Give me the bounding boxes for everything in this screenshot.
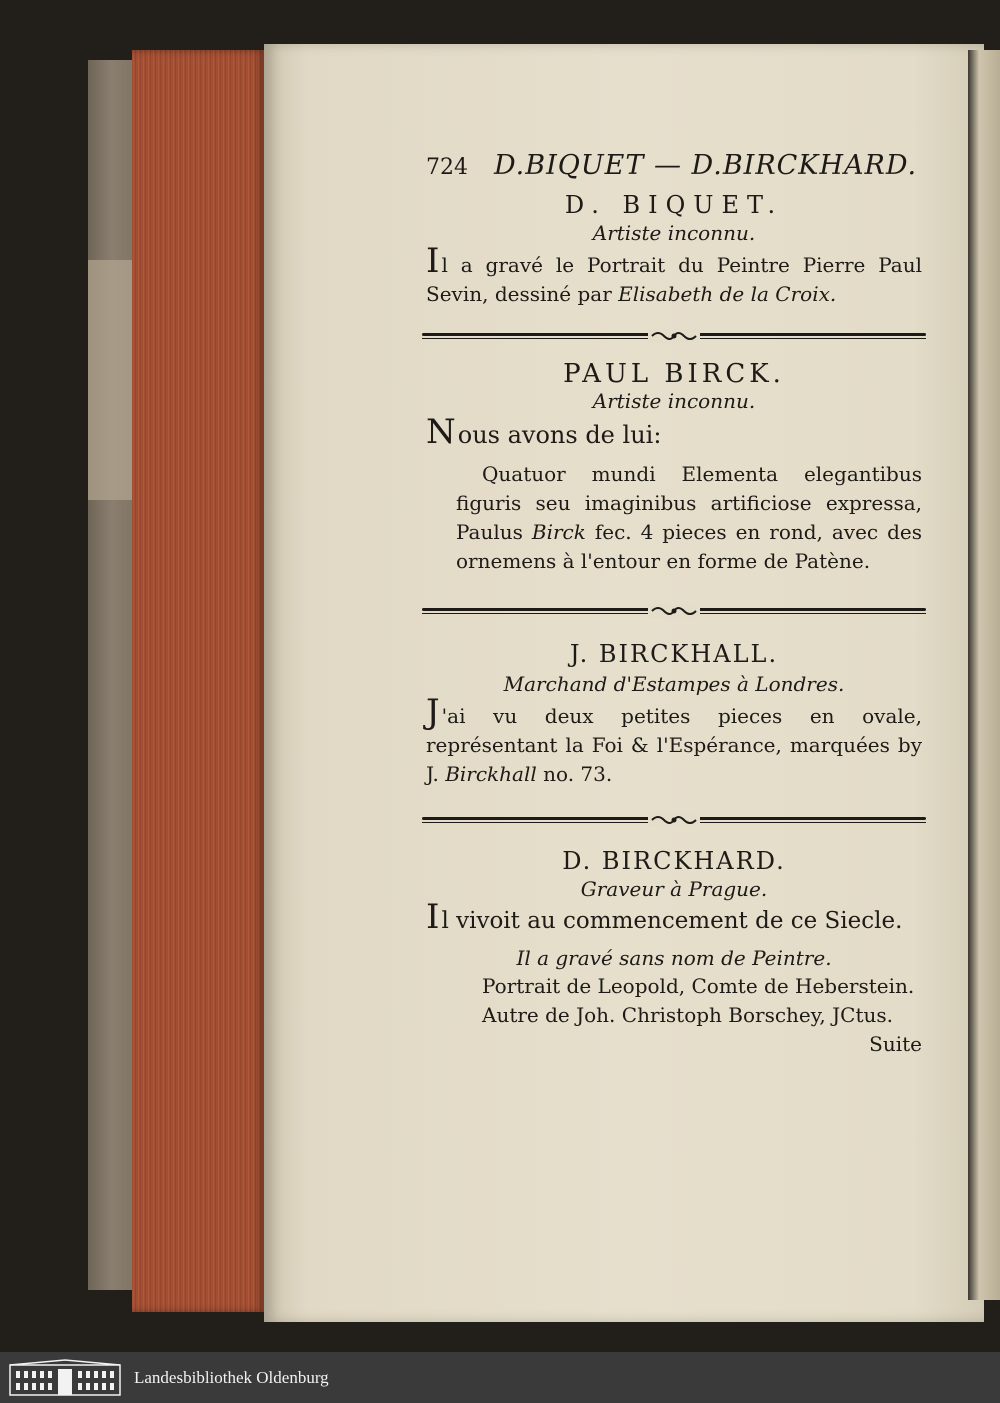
entry-title: J. BIRCKHALL. (569, 640, 779, 668)
entry-birckhard (426, 847, 922, 1056)
section-head: Il a gravé sans nom de Peintre. (516, 946, 832, 970)
entry-text: Il a gravé le Portrait du Peintre Pierre Paul Sevin, dessiné par Elisabeth de la Croix. (426, 241, 922, 306)
entry-title: D. BIQUET. (564, 191, 784, 219)
ornamental-rule (422, 329, 926, 343)
library-building-logo-icon (8, 1359, 122, 1397)
running-head (426, 150, 922, 181)
entry-lead: Nous avons de lui: (426, 412, 662, 452)
entry-title: PAUL BIRCK. (563, 359, 785, 389)
entry-subtitle: Artiste inconnu. (592, 221, 756, 245)
page-edges (132, 50, 266, 1312)
page-content (426, 150, 922, 1056)
running-title: D.BIQUET — D.BIRCKHARD. (494, 150, 918, 181)
ornament-icon (648, 329, 700, 343)
entry-biquet (426, 191, 922, 309)
entry-subtitle: Marchand d'Estampes à Londres. (503, 672, 845, 696)
catchword: Suite (869, 1032, 922, 1056)
entry-item: Quatuor mundi Elementa elegantibus figuris seu imaginibus artificiose expressa, Paulus Birck fec. 4 pieces en rond, avec des ornemens à l'entour en forme de Patène. (456, 462, 922, 573)
ornament-icon (648, 813, 700, 827)
entry-birckhall (426, 640, 922, 789)
library-name: Landesbibliothek Oldenburg (134, 1367, 329, 1387)
entry-subtitle: Graveur à Prague. (580, 877, 768, 901)
ornament-icon (648, 604, 700, 618)
entry-title: D. BIRCKHARD. (562, 847, 786, 875)
page-number: 724 (426, 155, 468, 180)
footer-bar (0, 1352, 1000, 1403)
list-item: Autre de Joh. Christoph Borschey, JCtus. (482, 1003, 893, 1027)
entry-lead: Il vivoit au commencement de ce Siecle. (426, 897, 903, 937)
ornamental-rule (422, 604, 926, 618)
facing-page-edge (968, 50, 1000, 1300)
item-list (426, 972, 922, 1030)
drop-cap: I (426, 241, 440, 281)
entry-birck (426, 359, 922, 576)
ornamental-rule (422, 813, 926, 827)
list-item: Portrait de Leopold, Comte de Heberstein. (482, 974, 915, 998)
entry-subtitle: Artiste inconnu. (592, 389, 756, 413)
entry-text: J 'ai vu deux petites pieces en ovale, représentant la Foi & l'Espérance, marquées by J. Birckhall no. 73. (426, 692, 922, 786)
